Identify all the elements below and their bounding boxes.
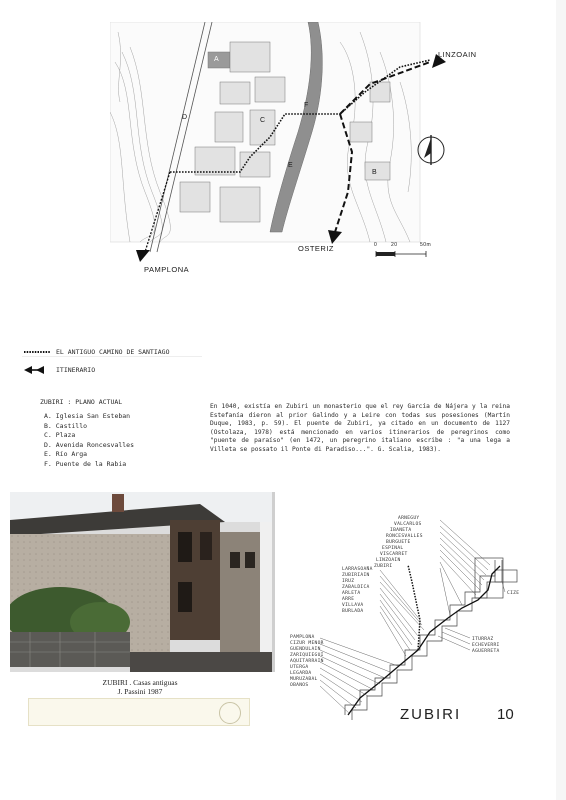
route-label-zariquiegui: ZARIQUIEGUI bbox=[290, 653, 324, 658]
plan-title: ZUBIRI : PLANO ACTUAL bbox=[40, 398, 123, 406]
plan-item-c: C. Plaza bbox=[44, 431, 76, 440]
caption-line-2: J. Passini 1987 bbox=[117, 687, 163, 696]
route-label-burlada: BURLADA bbox=[342, 609, 364, 614]
plan-item-f: F. Puente de la Rabia bbox=[44, 459, 127, 468]
arrow-left-icon bbox=[24, 366, 50, 374]
legend-divider bbox=[22, 347, 202, 357]
plan-item-a: A. Iglesia San Esteban bbox=[44, 412, 131, 420]
stamp-seal-icon bbox=[219, 702, 241, 724]
plan-item-d: D. Avenida Roncesvalles bbox=[44, 440, 135, 449]
route-label-burguete: BURGUETE bbox=[386, 540, 411, 545]
photo-caption bbox=[70, 678, 210, 696]
route-label-zubiri: ZUBIRI bbox=[374, 564, 393, 569]
route-label-espinal: ESPINAL bbox=[382, 546, 404, 551]
route-label-arre: ARRE bbox=[342, 597, 355, 602]
route-label-viscarret: VISCARRET bbox=[380, 552, 408, 557]
map-label-linzoain: LINZOAIN bbox=[438, 50, 477, 59]
route-label-iturraz: ITURRAZ bbox=[472, 637, 494, 642]
route-label-cizur-menor: CIZUR MENOR bbox=[290, 641, 324, 646]
route-label-iruz: IRUZ bbox=[342, 579, 355, 584]
plan-item-e: E. Río Arga bbox=[44, 450, 88, 459]
route-label-zabaldica: ZABALDICA bbox=[342, 585, 370, 590]
route-label-guendulain: GUENDULAIN bbox=[290, 647, 321, 652]
old-houses-photo bbox=[10, 492, 275, 672]
page-edge-shadow bbox=[556, 0, 566, 800]
page-number: 10 bbox=[497, 706, 514, 723]
map-label-pamplona: PAMPLONA bbox=[144, 265, 190, 274]
map-point-d: D bbox=[182, 114, 188, 121]
scale-label-50m: 50m bbox=[420, 242, 432, 248]
legend-itinerario bbox=[24, 366, 95, 374]
map-point-f: F bbox=[304, 102, 309, 109]
route-label-legarda: LEGARDA bbox=[290, 671, 312, 676]
photo-drawing bbox=[10, 492, 275, 672]
caption-line-1: ZUBIRI . Casas antiguas bbox=[102, 678, 178, 687]
map-point-a: A bbox=[214, 56, 220, 63]
library-stamp bbox=[28, 698, 250, 726]
map-point-c: C bbox=[260, 117, 266, 124]
route-label-ibaneta: IBANETA bbox=[390, 528, 412, 533]
route-label-valcarlos: VALCARLOS bbox=[394, 522, 422, 527]
route-label-arleta: ARLETA bbox=[342, 591, 361, 596]
plan-item-b: B. Castillo bbox=[44, 421, 88, 430]
route-label-echeverri: ECHEVERRI bbox=[472, 643, 500, 648]
history-paragraph: En 1040, existía en Zubiri un monasterio que el rey García de Nájera y la reina Estefanía dieron al prior Galindo y a Leire con todas sus posesiones (Martín Duque, 1983, p. 59). El puente de Zubiri, ya citado en un documento de 1127 (Ostolaza, 1978) está mencionado en varios itinerarios de peregrinos como "puente de paraíso" (en 1472, un peregrino italiano escribe : "a una lega a Villeta se possato il Ponte di Paradiso...". G. Scalia, 1983). bbox=[210, 403, 510, 453]
map-point-e: E bbox=[288, 162, 294, 169]
route-diagram bbox=[290, 510, 530, 725]
route-label-cize: CIZE bbox=[507, 591, 520, 596]
route-label-uterga: UTERGA bbox=[290, 665, 309, 670]
photo-right-edge bbox=[272, 492, 275, 672]
scale-label-0: 0 bbox=[374, 242, 378, 248]
route-label-aquitarrain: AQUITARRAIN bbox=[290, 659, 324, 664]
route-label-roncesvalles: RONCESVALLES bbox=[386, 534, 423, 539]
leader-lines bbox=[320, 520, 505, 714]
map-label-osteriz: OSTERIZ bbox=[298, 244, 335, 253]
route-label-villava: VILLAVA bbox=[342, 603, 364, 608]
map-point-b: B bbox=[372, 169, 378, 176]
route-label-linzoain: LINZOAIN bbox=[376, 558, 401, 563]
scale-label-20: 20 bbox=[391, 242, 398, 248]
zubiri-town-map bbox=[110, 22, 477, 274]
route-label-obanos: OBANOS bbox=[290, 683, 309, 688]
route-label-aguerreta: AGUERRETA bbox=[472, 649, 500, 654]
route-label-larrasoana: LARRASOAÑA bbox=[342, 567, 373, 572]
route-label-arneguy: ARNEGUY bbox=[398, 516, 420, 521]
legend-itinerario-label: ITINERARIO bbox=[56, 366, 96, 374]
town-map-drawing bbox=[110, 22, 470, 267]
plan-legend-list bbox=[44, 412, 134, 470]
route-label-pamplona: PAMPLONA bbox=[290, 635, 315, 640]
route-label-zubiriain: ZUBIRIAIN bbox=[342, 573, 370, 578]
route-diagram-drawing bbox=[290, 510, 530, 725]
legend-camino-label: EL ANTIGUO CAMINO DE SANTIAGO bbox=[56, 348, 170, 356]
footer-place-name: ZUBIRI bbox=[400, 706, 462, 723]
route-label-muruzabal: MURUZABAL bbox=[290, 677, 318, 682]
